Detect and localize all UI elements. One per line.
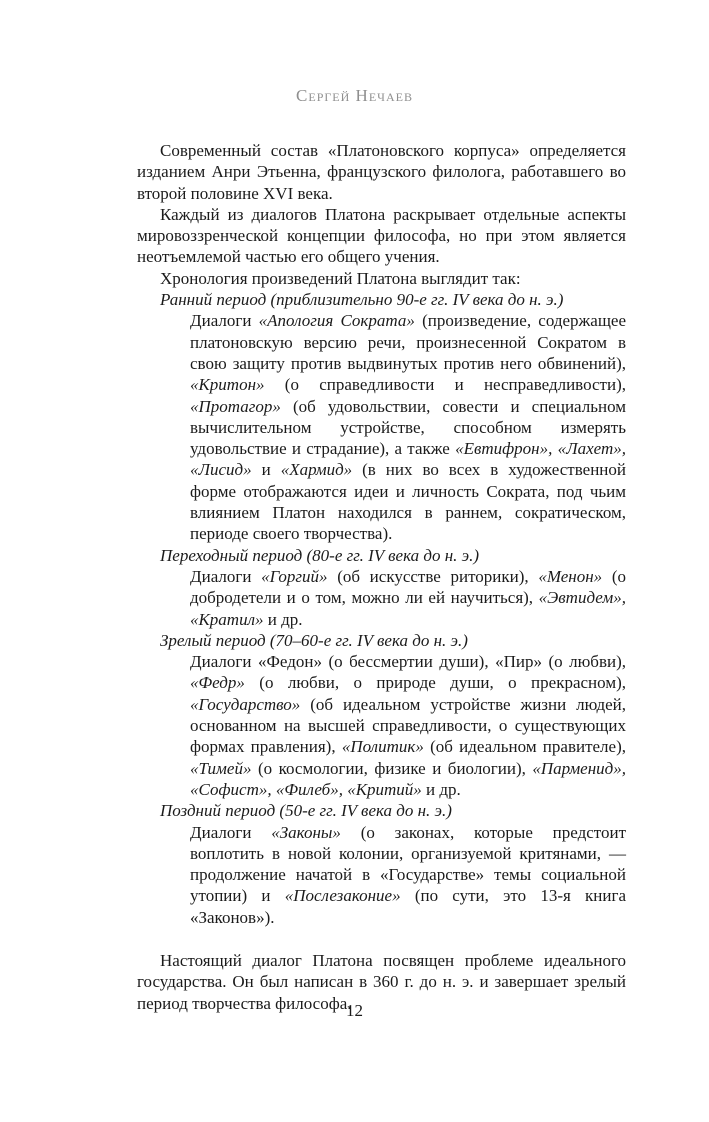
dialog-title-text: «Тимей» [190, 758, 252, 778]
dialog-title-text: «Хармид» [280, 460, 353, 480]
dialog-title-text: Поздний период (50-е гг. IV века до н. э.) [160, 801, 452, 821]
body-run: и др. [421, 779, 461, 799]
body-run: Диалоги [190, 311, 259, 331]
running-header: Сергей Нечаев [296, 86, 413, 105]
dialog-title-text: Переходный период (80-е гг. IV века до н. э.) [160, 545, 480, 565]
dialog-title-text: «Апология Сократа» [258, 311, 415, 331]
page-number: 12 [346, 1001, 363, 1020]
dialog-title-text: Зрелый период (70–60-е гг. IV века до н. э.) [160, 630, 468, 650]
body-run: (об удовольствии, совести и специальном вычислительном устройстве, способном измерять удовольствие и страдание), а также [190, 396, 626, 459]
body-run: (о космологии, физике и биологии), [251, 758, 533, 778]
paragraph [190, 822, 626, 928]
paragraph [190, 651, 626, 800]
body-run: (в них во всех в художественной форме отображаются идеи и личность Сократа, под чьим влиянием Платон находился в раннем, сократическом, периоде своего творчества). [190, 460, 626, 544]
body-run: (по сути, это 13-я книга «Законов»). [190, 886, 627, 927]
paragraph [190, 310, 626, 544]
paragraph [137, 140, 626, 204]
paragraph [137, 289, 626, 310]
dialog-title-text: «Критон» [190, 375, 265, 395]
body-run: Хронология произведений Платона выглядит так: [160, 268, 521, 288]
dialog-title-text: «Евтифрон», «Лахет», «Лисид» [190, 439, 626, 480]
body-run: (о добродетели и о том, можно ли ей научиться), [190, 566, 626, 608]
paragraph [137, 204, 626, 268]
body-run: (о любви, о природе души, о прекрасном), [244, 673, 626, 693]
dialog-title-text: «Эвтидем», «Кратил» [190, 588, 626, 629]
dialog-title-text: «Парменид», «Софист», «Филеб», «Критий» [190, 758, 626, 799]
dialog-title-text: Ранний период (приблизительно 90-е гг. IV века до н. э.) [160, 290, 564, 310]
paragraph [137, 268, 626, 289]
paragraph [137, 630, 626, 651]
body-run: (об идеальном устройстве жизни людей, основанном на высшей справедливости, о существующих формах правления), [190, 694, 626, 757]
body-run: Диалоги [190, 566, 262, 586]
dialog-title-text: «Федр» [190, 673, 245, 693]
body-run: (об искусстве риторики), [327, 566, 539, 586]
body-run: Каждый из диалогов Платона раскрывает отдельные аспекты мировоззренческой концепции философа, но при этом является неотъемлемой частью его общего учения. [137, 204, 626, 267]
dialog-title-text: «Политик» [341, 737, 424, 757]
dialog-title-text: «Законы» [271, 822, 341, 842]
body-run: и [251, 460, 281, 480]
body-paragraphs [137, 140, 626, 1014]
dialog-title-text: «Протагор» [190, 396, 281, 416]
body-run: Диалоги «Федон» (о бессмертии души), «Пир» (о любви), [190, 652, 626, 672]
paragraph [137, 545, 626, 566]
body-run: (о справедливости и несправедливости), [264, 375, 626, 395]
dialog-title-text: «Менон» [538, 566, 603, 586]
paragraph [190, 566, 626, 630]
body-run: (о законах, которые предстоит воплотить в новой колонии, организуемой критянами, — продолжение начатой в «Государстве» темы социальной утопии) и [190, 822, 626, 906]
body-run: (об идеальном правителе), [423, 737, 626, 757]
body-run: Современный состав «Платоновского корпуса» определяется изданием Анри Этьенна, французского филолога, работавшего во второй половине XVI века. [137, 141, 626, 203]
dialog-title-text: «Государство» [190, 694, 301, 714]
body-run: и др. [263, 609, 303, 629]
body-run: Настоящий диалог Платона посвящен проблеме идеального государства. Он был написан в 360 г. до н. э. и завершает зрелый период творчества философа. [137, 950, 626, 1013]
paragraph [137, 800, 626, 821]
body-run: (произведение, содержащее платоновскую версию речи, произнесенной Сократом в свою защиту против выдвинутых против него обвинений), [190, 311, 627, 373]
dialog-title-text: «Горгий» [261, 566, 328, 586]
body-run: Диалоги [190, 822, 272, 842]
dialog-title-text: «Послезаконие» [284, 886, 401, 906]
